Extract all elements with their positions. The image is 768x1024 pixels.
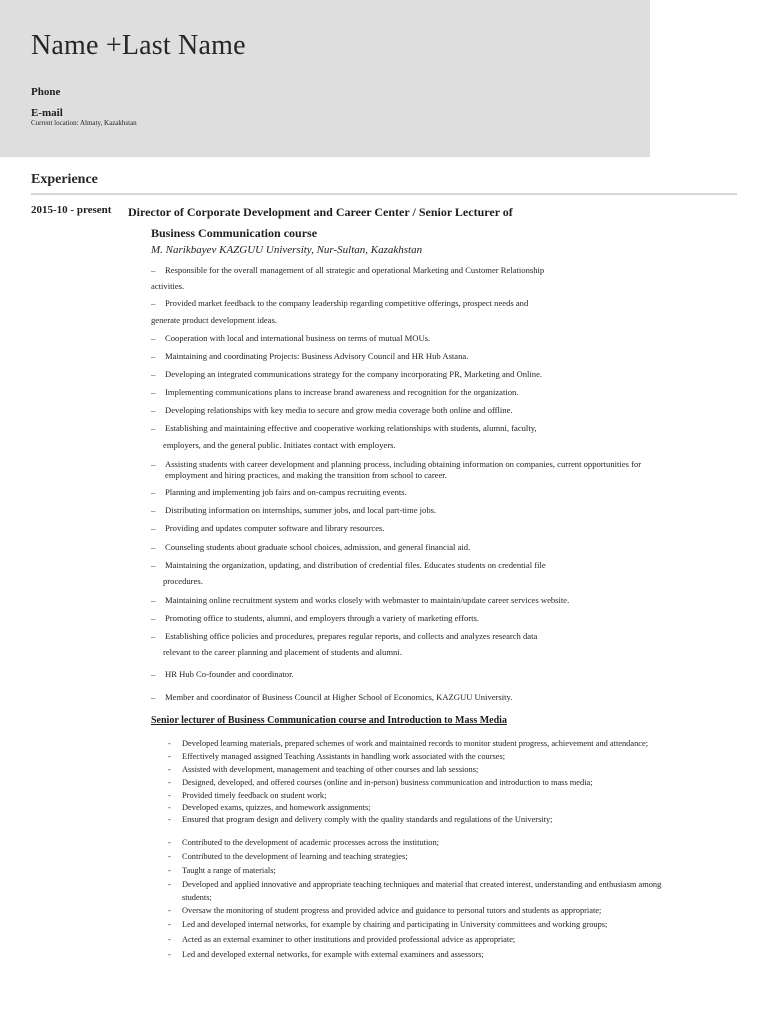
bullet-dash: - bbox=[168, 866, 171, 875]
bullet-dash: – bbox=[151, 595, 156, 605]
email-label: E-mail bbox=[31, 107, 63, 119]
lecturer-subheading: Senior lecturer of Business Communication course and Introduction to Mass Media bbox=[151, 715, 507, 726]
bullet-dash: – bbox=[151, 523, 156, 533]
bullet-dash: - bbox=[168, 739, 171, 748]
bullet-dash: – bbox=[151, 298, 156, 308]
bullet-dash: - bbox=[168, 935, 171, 944]
experience-heading: Experience bbox=[31, 172, 98, 187]
bullet-dash: - bbox=[168, 765, 171, 774]
job-title-line-2: Business Communication course bbox=[151, 226, 318, 240]
bullet-dash: - bbox=[168, 950, 171, 959]
bullet-dash: – bbox=[151, 487, 156, 497]
bullet-dash: – bbox=[151, 405, 156, 415]
employer: M. Narikbayev KAZGUU University, Nur-Sultan, Kazakhstan bbox=[151, 244, 423, 256]
bullet-dash: – bbox=[151, 613, 156, 623]
bullet-dash: – bbox=[151, 505, 156, 515]
bullet-dash: - bbox=[168, 791, 171, 800]
bullet-dash: – bbox=[151, 669, 156, 679]
bullet-dash: - bbox=[168, 838, 171, 847]
candidate-name: Name +Last Name bbox=[31, 30, 246, 61]
job-title bbox=[128, 202, 548, 244]
job-dates: 2015-10 - present bbox=[31, 204, 112, 216]
bullet-dash: – bbox=[151, 631, 156, 641]
bullet-dash: - bbox=[168, 803, 171, 812]
bullet-dash: – bbox=[151, 459, 156, 469]
job-title-line-1: Director of Corporate Development and Career Center / Senior Lecturer of bbox=[128, 205, 513, 219]
current-location: Current location: Almaty, Kazakhstan bbox=[31, 119, 137, 127]
bullet-dash: – bbox=[151, 333, 156, 343]
bullet-dash: – bbox=[151, 560, 156, 570]
bullet-dash: – bbox=[151, 351, 156, 361]
bullet-dash: - bbox=[168, 815, 171, 824]
bullet-dash: - bbox=[168, 852, 171, 861]
section-divider bbox=[31, 193, 737, 195]
bullet-dash: - bbox=[168, 880, 171, 889]
bullet-dash: – bbox=[151, 692, 156, 702]
bullet-dash: – bbox=[151, 369, 156, 379]
bullet-dash: - bbox=[168, 778, 171, 787]
bullet-dash: – bbox=[151, 542, 156, 552]
bullet-dash: – bbox=[151, 387, 156, 397]
bullet-dash: – bbox=[151, 423, 156, 433]
header-panel bbox=[0, 0, 650, 157]
phone-label: Phone bbox=[31, 86, 61, 98]
bullet-dash: – bbox=[151, 265, 156, 275]
bullet-dash: - bbox=[168, 906, 171, 915]
bullet-dash: - bbox=[168, 920, 171, 929]
bullet-dash: - bbox=[168, 752, 171, 761]
